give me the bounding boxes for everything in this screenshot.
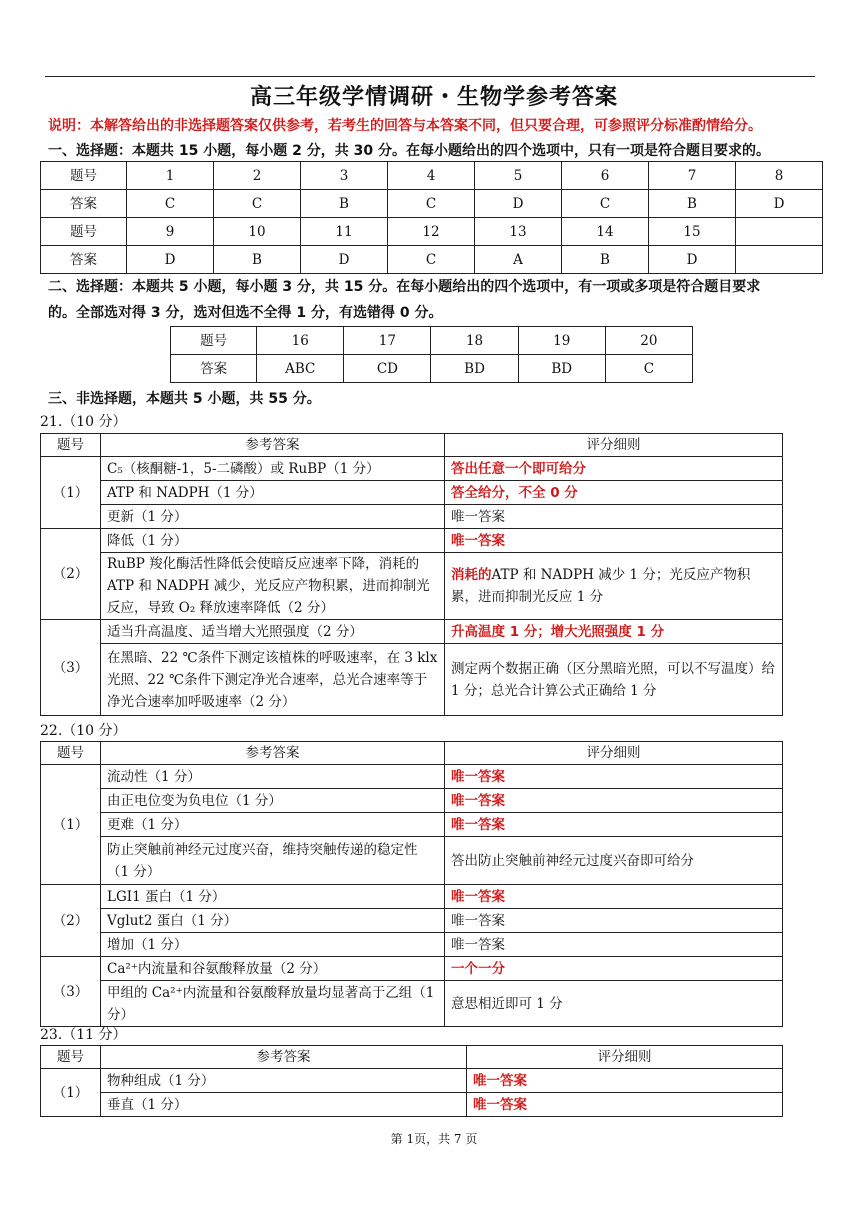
mc-row-header: 题号 <box>171 327 257 355</box>
mc-cell: B <box>214 246 301 274</box>
table-row <box>41 457 783 481</box>
reference-answer: 流动性（1 分） <box>101 765 445 789</box>
table-row <box>41 933 783 957</box>
column-header: 题号 <box>41 1046 101 1069</box>
reference-answer: 适当升高温度、适当增大光照强度（2 分） <box>101 620 445 644</box>
mc-cell: 14 <box>562 218 649 246</box>
table-row <box>41 481 783 505</box>
mc-cell: C <box>388 190 475 218</box>
table-row <box>41 789 783 813</box>
scoring-rule <box>445 620 783 644</box>
scoring-rule <box>445 885 783 909</box>
mc-cell: 20 <box>605 327 692 355</box>
mc-cell: 4 <box>388 162 475 190</box>
mc-cell: D <box>475 190 562 218</box>
mc-row <box>41 218 823 246</box>
q21-label: 21.（10 分） <box>40 414 127 430</box>
mc-cell: C <box>562 190 649 218</box>
scoring-rule-text: 唯一答案 <box>451 912 505 929</box>
table-row <box>41 885 783 909</box>
table-row <box>41 505 783 529</box>
page-footer: 第 1页，共 7 页 <box>390 1132 478 1146</box>
reference-answer: ATP 和 NADPH（1 分） <box>101 481 445 505</box>
section1-heading: 一、选择题：本题共 15 小题，每小题 2 分，共 30 分。在每小题给出的四个选项中，只有一项是符合题目要求的。 <box>48 143 770 159</box>
column-header: 参考答案 <box>101 742 445 765</box>
reference-answer: 垂直（1 分） <box>101 1093 467 1117</box>
mc-cell: D <box>127 246 214 274</box>
mc-cell: BD <box>518 355 605 383</box>
scoring-rule <box>445 553 783 620</box>
mc-cell: 15 <box>649 218 736 246</box>
scoring-rule-text: 答出防止突触前神经元过度兴奋即可给分 <box>451 852 694 869</box>
scoring-rule <box>445 481 783 505</box>
mc-row <box>41 246 823 274</box>
part-number: （3） <box>41 620 101 716</box>
mc-cell: D <box>301 246 388 274</box>
mc-row-header: 答案 <box>41 246 127 274</box>
mc-cell: 13 <box>475 218 562 246</box>
mc-cell: ABC <box>257 355 344 383</box>
scoring-rule-text: 唯一答案 <box>451 532 505 549</box>
table-row <box>41 813 783 837</box>
scoring-rule <box>445 981 783 1027</box>
q23-label: 23.（11 分） <box>40 1027 127 1043</box>
page-title: 高三年级学情调研・生物学参考答案 <box>249 85 618 110</box>
part-number: （1） <box>41 1069 101 1117</box>
table-row <box>41 837 783 885</box>
scoring-rule <box>467 1069 783 1093</box>
table-row <box>41 765 783 789</box>
q23-table <box>40 1045 783 1117</box>
reference-answer: 降低（1 分） <box>101 529 445 553</box>
section2-heading-line1: 二、选择题：本题共 5 小题，每小题 3 分，共 15 分。在每小题给出的四个选项中，有一项或多项是符合题目要求 <box>48 279 761 295</box>
table-row <box>41 981 783 1027</box>
part-number: （1） <box>41 765 101 885</box>
scoring-rule <box>445 909 783 933</box>
table-row <box>41 1093 783 1117</box>
section1-answer-table <box>40 161 823 274</box>
mc-cell: 17 <box>344 327 431 355</box>
reference-answer: 防止突触前神经元过度兴奋，维持突触传递的稳定性（1 分） <box>101 837 445 885</box>
section2-answer-table <box>170 326 693 383</box>
mc-cell <box>736 246 823 274</box>
q22-table <box>40 741 783 1027</box>
column-header: 评分细则 <box>445 742 783 765</box>
mc-cell: C <box>605 355 692 383</box>
scoring-rule-text: 唯一答案 <box>451 792 505 809</box>
mc-cell: 16 <box>257 327 344 355</box>
mc-cell: D <box>736 190 823 218</box>
reference-answer: 物种组成（1 分） <box>101 1069 467 1093</box>
mc-row <box>41 190 823 218</box>
table-row <box>41 1069 783 1093</box>
mc-cell: B <box>562 246 649 274</box>
scoring-rule-text: 升高温度 1 分；增大光照强度 1 分 <box>451 623 665 640</box>
table-row <box>41 909 783 933</box>
q22-label: 22.（10 分） <box>40 723 127 739</box>
mc-cell: 2 <box>214 162 301 190</box>
reference-answer: Vglut2 蛋白（1 分） <box>101 909 445 933</box>
mc-cell: 7 <box>649 162 736 190</box>
scoring-rule <box>445 644 783 716</box>
scoring-rule-emphasis: 消耗的 <box>451 567 492 583</box>
scoring-rule-text: 答全给分，不全 0 分 <box>451 484 578 501</box>
mc-row <box>171 355 693 383</box>
mc-cell: C <box>127 190 214 218</box>
section3-heading: 三、非选择题，本题共 5 小题，共 55 分。 <box>48 391 321 407</box>
scoring-rule-text: 意思相近即可 1 分 <box>451 995 563 1012</box>
scoring-rule-text: 唯一答案 <box>451 888 505 905</box>
table-row <box>41 957 783 981</box>
mc-cell: D <box>649 246 736 274</box>
mc-cell: 8 <box>736 162 823 190</box>
scoring-rule-text: ATP 和 NADPH 减少 1 分；光反应产物积累，进而抑制光反应 1 分 <box>451 567 751 605</box>
scoring-rule <box>445 789 783 813</box>
scoring-rule-text: 唯一答案 <box>451 768 505 785</box>
mc-cell: 3 <box>301 162 388 190</box>
scoring-rule-text: 答出任意一个即可给分 <box>451 460 586 477</box>
mc-cell: A <box>475 246 562 274</box>
column-header: 题号 <box>41 742 101 765</box>
q21-table <box>40 433 783 716</box>
part-number: （2） <box>41 529 101 620</box>
mc-row <box>171 327 693 355</box>
scoring-rule <box>445 529 783 553</box>
reference-answer: 增加（1 分） <box>101 933 445 957</box>
mc-cell: B <box>301 190 388 218</box>
table-row <box>41 553 783 620</box>
reference-answer: LGI1 蛋白（1 分） <box>101 885 445 909</box>
table-header-row <box>41 1046 783 1069</box>
part-number: （2） <box>41 885 101 957</box>
mc-row-header: 答案 <box>41 190 127 218</box>
mc-cell: 1 <box>127 162 214 190</box>
scoring-rule-text: 一个一分 <box>451 960 505 977</box>
mc-row-header: 题号 <box>41 162 127 190</box>
scoring-rule <box>445 957 783 981</box>
reference-answer: 更新（1 分） <box>101 505 445 529</box>
table-header-row <box>41 434 783 457</box>
reference-answer: 甲组的 Ca²⁺内流量和谷氨酸释放量均显著高于乙组（1 分） <box>101 981 445 1027</box>
table-header-row <box>41 742 783 765</box>
scoring-rule-text: 唯一答案 <box>473 1072 527 1089</box>
mc-cell: 9 <box>127 218 214 246</box>
scoring-rule <box>445 933 783 957</box>
scoring-rule <box>467 1093 783 1117</box>
mc-row <box>41 162 823 190</box>
scoring-rule <box>445 457 783 481</box>
reference-answer: 更难（1 分） <box>101 813 445 837</box>
mc-cell: 5 <box>475 162 562 190</box>
table-row <box>41 644 783 716</box>
scoring-rule <box>445 505 783 529</box>
mc-row-header: 题号 <box>41 218 127 246</box>
reference-answer: 由正电位变为负电位（1 分） <box>101 789 445 813</box>
table-row <box>41 529 783 553</box>
reference-answer: RuBP 羧化酶活性降低会使暗反应速率下降，消耗的 ATP 和 NADPH 减少，光反应产物积累，进而抑制光反应，导致 O₂ 释放速率降低（2 分） <box>101 553 445 620</box>
scoring-rule-text: 唯一答案 <box>473 1096 527 1113</box>
mc-cell <box>736 218 823 246</box>
mc-cell: B <box>649 190 736 218</box>
scoring-rule-text: 唯一答案 <box>451 816 505 833</box>
mc-cell: C <box>388 246 475 274</box>
column-header: 评分细则 <box>467 1046 783 1069</box>
scoring-rule-text: 唯一答案 <box>451 936 505 953</box>
column-header: 参考答案 <box>101 434 445 457</box>
mc-cell: BD <box>431 355 518 383</box>
mc-cell: 19 <box>518 327 605 355</box>
top-rule <box>45 76 815 77</box>
mc-cell: 18 <box>431 327 518 355</box>
column-header: 题号 <box>41 434 101 457</box>
column-header: 参考答案 <box>101 1046 467 1069</box>
scoring-rule <box>445 813 783 837</box>
scoring-rule-text: 测定两个数据正确（区分黑暗光照，可以不写温度）给 1 分；总光合计算公式正确给 1 分 <box>451 660 775 699</box>
scoring-rule <box>445 837 783 885</box>
mc-cell: CD <box>344 355 431 383</box>
mc-cell: 12 <box>388 218 475 246</box>
column-header: 评分细则 <box>445 434 783 457</box>
table-row <box>41 620 783 644</box>
mc-cell: 6 <box>562 162 649 190</box>
reference-answer: Ca²⁺内流量和谷氨酸释放量（2 分） <box>101 957 445 981</box>
scoring-rule-text: 唯一答案 <box>451 508 505 525</box>
mc-row-header: 答案 <box>171 355 257 383</box>
mc-cell: 11 <box>301 218 388 246</box>
part-number: （1） <box>41 457 101 529</box>
reference-answer: 在黑暗、22 ℃条件下测定该植株的呼吸速率，在 3 klx 光照、22 ℃条件下测定净光合速率，总光合速率等于净光合速率加呼吸速率（2 分） <box>101 644 445 716</box>
scoring-rule <box>445 765 783 789</box>
instruction-note: 说明：本解答给出的非选择题答案仅供参考，若考生的回答与本答案不同，但只要合理，可参照评分标准酌情给分。 <box>48 118 762 134</box>
section2-heading-line2: 的。全部选对得 3 分，选对但选不全得 1 分，有选错得 0 分。 <box>48 305 443 321</box>
mc-cell: C <box>214 190 301 218</box>
mc-cell: 10 <box>214 218 301 246</box>
reference-answer: C₅（核酮糖-1，5-二磷酸）或 RuBP（1 分） <box>101 457 445 481</box>
part-number: （3） <box>41 957 101 1027</box>
